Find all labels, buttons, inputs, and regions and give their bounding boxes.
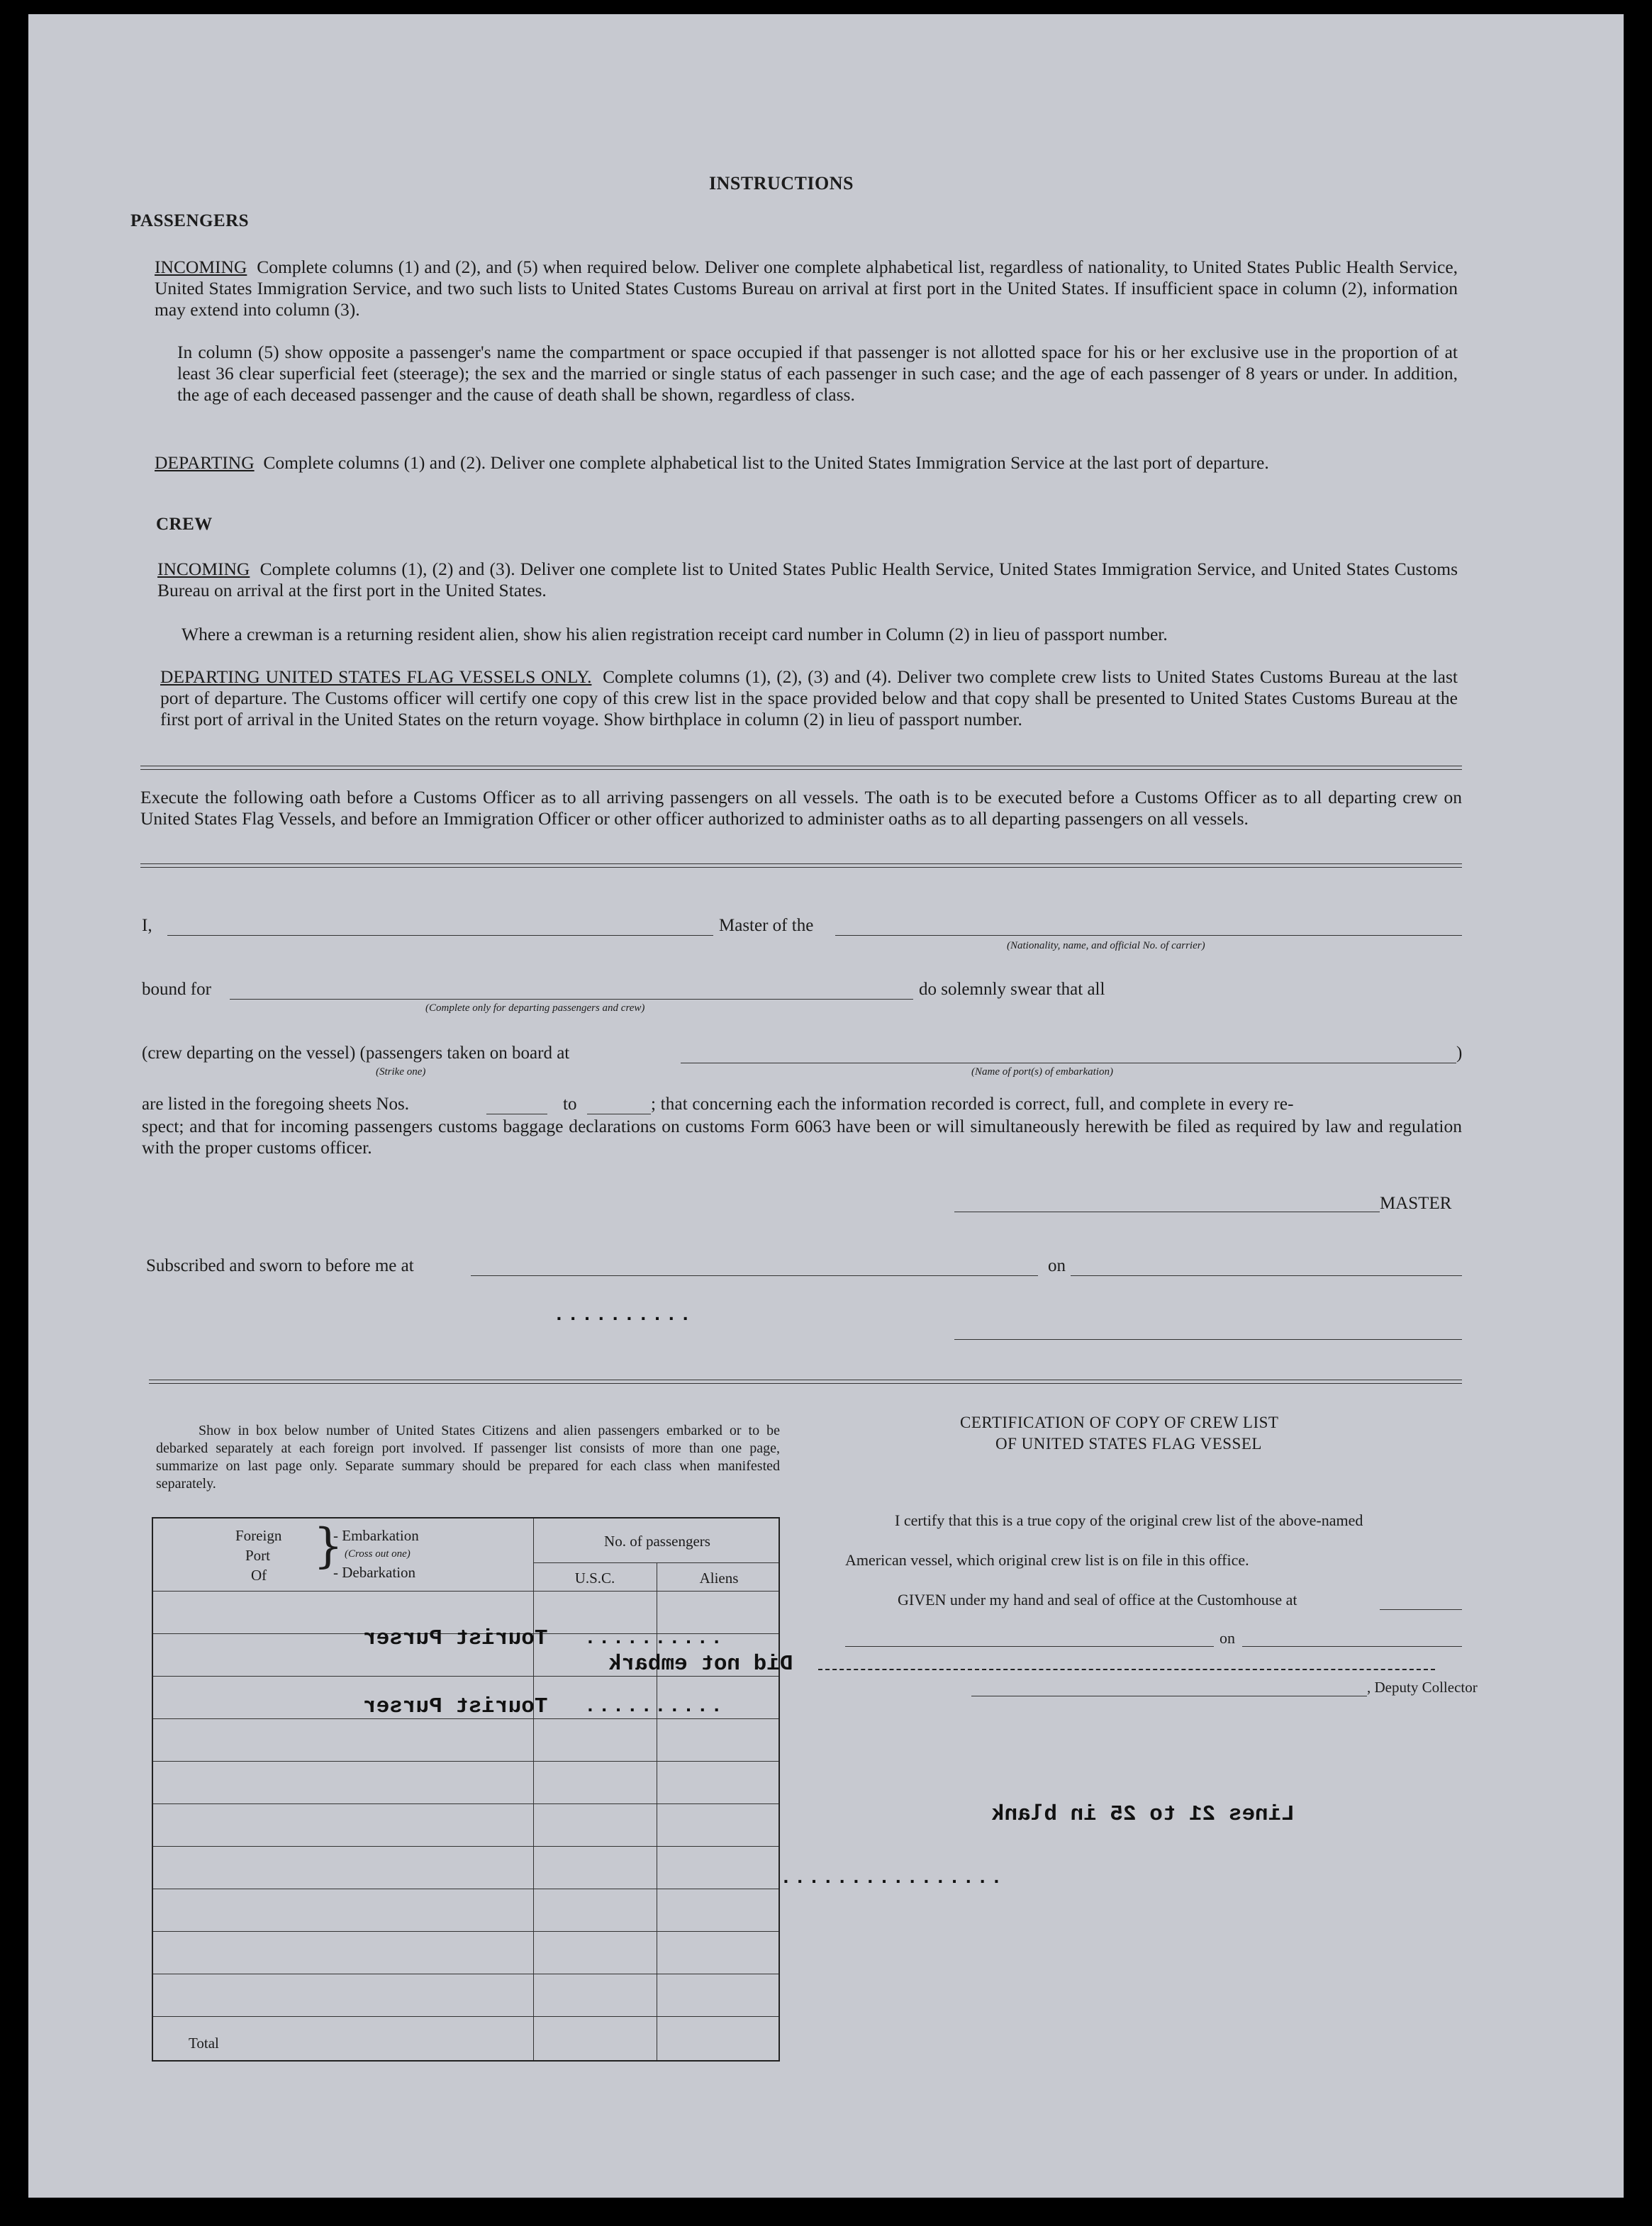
crew-departing-paragraph bbox=[160, 666, 1458, 730]
carrier-field[interactable] bbox=[835, 935, 1462, 936]
table-divider-port bbox=[533, 1519, 534, 2060]
table-row-line bbox=[153, 1803, 778, 1804]
passengers-heading: PASSENGERS bbox=[130, 211, 250, 230]
header-aliens: Aliens bbox=[699, 1570, 739, 1587]
crew-departing-label-line: (crew departing on the vessel) (passengers taken on board at bbox=[142, 1044, 570, 1063]
oath-intro: Execute the following oath before a Customs Officer as to all arriving passengers on all vessels. The oath is to be executed before a Customs Officer as to all departing crew on United States Flag Vessels, and before an Immigration Officer or other officer authorized to administer oaths as to all departing passengers on all vessels. bbox=[140, 787, 1462, 829]
sheets-continuation: ; that concerning each the information recorded is correct, full, and complete in every re- bbox=[651, 1095, 1294, 1114]
oath-body-rest: spect; and that for incoming passengers customs baggage declarations on customs Form 6063 have been or will simultaneously herewith be filed as required by law and regulation with the proper customs officer. bbox=[142, 1116, 1462, 1158]
bound-for-field[interactable] bbox=[230, 999, 913, 1000]
table-row-line bbox=[153, 1846, 778, 1847]
total-label: Total bbox=[189, 2035, 219, 2052]
crew-incoming-text: Complete columns (1), (2) and (3). Deliver one complete list to United States Public Health Service, United States Immigration Service, and United States Customs Bureau on arrival at the first port in the United States. bbox=[157, 559, 1458, 600]
section-divider-3 bbox=[149, 1380, 1462, 1384]
crew-departing-label: DEPARTING UNITED STATES FLAG VESSELS ONLY. bbox=[160, 666, 592, 687]
passengers-incoming-text: Complete columns (1) and (2), and (5) when required below. Deliver one complete alphabetical list, regardless of nationality, to United States Public Health Service, United States Immigration Service, and two such lists to United States Customs Bureau on arrival at first port in the United States. If insufficient space in column (2), information may extend into column (3). bbox=[155, 257, 1458, 320]
header-debarkation: - Debarkation bbox=[333, 1564, 416, 1581]
crew-incoming-label: INCOMING bbox=[157, 559, 250, 579]
passengers-incoming-paragraph bbox=[155, 257, 1458, 320]
officer-signature-field[interactable] bbox=[954, 1339, 1462, 1340]
header-foreign: Foreign bbox=[235, 1527, 282, 1544]
header-usc: U.S.C. bbox=[574, 1570, 615, 1587]
subscribed-on-label: on bbox=[1048, 1256, 1066, 1275]
section-divider-1 bbox=[140, 766, 1462, 770]
typed-dots-2: .......... bbox=[584, 1628, 725, 1650]
header-no-passengers: No. of passengers bbox=[604, 1533, 710, 1550]
typed-dots-3: .......... bbox=[584, 1696, 725, 1718]
certification-title-1: CERTIFICATION OF COPY OF CREW LIST bbox=[960, 1414, 1279, 1431]
bound-for-label: bound for bbox=[142, 980, 211, 999]
header-cross-out: (Cross out one) bbox=[345, 1548, 411, 1560]
typed-lines-blank: Lines 21 to 25 in blank bbox=[991, 1802, 1295, 1827]
table-header-sub-line bbox=[533, 1562, 778, 1563]
strike-caption: (Strike one) bbox=[376, 1066, 426, 1078]
table-header-line bbox=[153, 1591, 778, 1592]
header-embarkation: - Embarkation bbox=[333, 1527, 419, 1544]
passenger-summary-table bbox=[152, 1517, 780, 2062]
customhouse-field[interactable] bbox=[1380, 1609, 1462, 1610]
bleed-through-mark: ​ bbox=[1201, 161, 1294, 178]
subscribed-place-field[interactable] bbox=[471, 1275, 1038, 1276]
close-paren: ) bbox=[1456, 1044, 1463, 1063]
crew-incoming-paragraph bbox=[157, 559, 1458, 601]
passengers-departing-text: Complete columns (1) and (2). Deliver one complete alphabetical list to the United States Immigration Service at the last port of departure. bbox=[263, 452, 1269, 473]
deputy-collector-label: , Deputy Collector bbox=[1367, 1679, 1478, 1696]
form-sheet bbox=[28, 14, 1624, 2198]
page-title: INSTRUCTIONS bbox=[709, 173, 854, 194]
certification-line-2: American vessel, which original crew list is on file in this office. bbox=[845, 1551, 1249, 1569]
table-row-line bbox=[153, 1931, 778, 1932]
box-instructions: Show in box below number of United States Citizens and alien passengers embarked or to be debarked separately at each foreign port involved. If passenger list consists of more than one page, summarize on last page only. Separate summary should be prepared for each class when manifested separately. bbox=[156, 1423, 780, 1492]
header-of: Of bbox=[251, 1567, 267, 1584]
certification-line-3: GIVEN under my hand and seal of office at the Customhouse at bbox=[898, 1591, 1297, 1609]
table-row-line bbox=[153, 1761, 778, 1762]
crew-resident-paragraph: Where a crewman is a returning resident alien, show his alien registration receipt card number in Column (2) in lieu of passport number. bbox=[182, 624, 1168, 644]
typed-did-not-embark: Did not embark bbox=[608, 1652, 793, 1677]
typed-tourist-purser-2: Tourist Purser bbox=[363, 1694, 548, 1719]
master-label: MASTER bbox=[1380, 1194, 1452, 1213]
header-port: Port bbox=[245, 1547, 271, 1564]
certification-date-field[interactable] bbox=[1242, 1646, 1462, 1647]
subscribed-label: Subscribed and sworn to before me at bbox=[146, 1256, 414, 1275]
typed-dash-line bbox=[818, 1669, 1435, 1670]
subscribed-date-field[interactable] bbox=[1071, 1275, 1462, 1276]
swear-label: do solemnly swear that all bbox=[919, 980, 1105, 999]
port-caption: (Name of port(s) of embarkation) bbox=[971, 1066, 1113, 1078]
certification-line-1: I certify that this is a true copy of the original crew list of the above-named bbox=[895, 1511, 1363, 1529]
oath-i-label: I, bbox=[142, 916, 152, 935]
certification-on-label: on bbox=[1220, 1629, 1235, 1647]
master-name-field[interactable] bbox=[167, 935, 713, 936]
table-total-line bbox=[153, 2016, 778, 2017]
column5-paragraph: In column (5) show opposite a passenger's name the compartment or space occupied if that passenger is not allotted space for his or her exclusive use in the proportion of at least 36 clear superficial feet (steerage); the sex and the married or single status of each passenger in such case; and the age of each passenger of 8 years or under. In addition, the age of each deceased passenger and the cause of death shall be shown, regardless of class. bbox=[177, 342, 1458, 405]
certification-title-2: OF UNITED STATES FLAG VESSEL bbox=[995, 1435, 1262, 1453]
passengers-departing-paragraph bbox=[155, 452, 1458, 474]
typed-tourist-purser-1: Tourist Purser bbox=[363, 1626, 548, 1651]
sheets-label: are listed in the foregoing sheets Nos. bbox=[142, 1095, 409, 1114]
section-divider-2 bbox=[140, 863, 1462, 868]
passengers-incoming-label: INCOMING bbox=[155, 257, 247, 277]
master-of-label: Master of the bbox=[719, 916, 814, 935]
passengers-departing-label: DEPARTING bbox=[155, 452, 255, 473]
sheets-to-label: to bbox=[563, 1095, 577, 1114]
brace-icon: } bbox=[313, 1519, 343, 1573]
crew-heading: CREW bbox=[156, 515, 213, 534]
typed-dots-4: ................ bbox=[780, 1867, 1005, 1889]
typed-dots-1: .......... bbox=[553, 1304, 694, 1326]
bound-for-caption: (Complete only for departing passengers and crew) bbox=[425, 1002, 645, 1014]
certification-place-field[interactable] bbox=[845, 1646, 1214, 1647]
crew-departing-text: Complete columns (1), (2), (3) and (4). Deliver two complete crew lists to United States Customs Bureau at the last port of departure. The Customs officer will certify one copy of this crew list in the space provided below and that copy shall be presented to United States Customs Bureau at the first port of arrival in the United States on the return voyage. Show birthplace in column (2) in lieu of passport number. bbox=[160, 666, 1458, 729]
carrier-caption: (Nationality, name, and official No. of carrier) bbox=[1007, 940, 1205, 951]
